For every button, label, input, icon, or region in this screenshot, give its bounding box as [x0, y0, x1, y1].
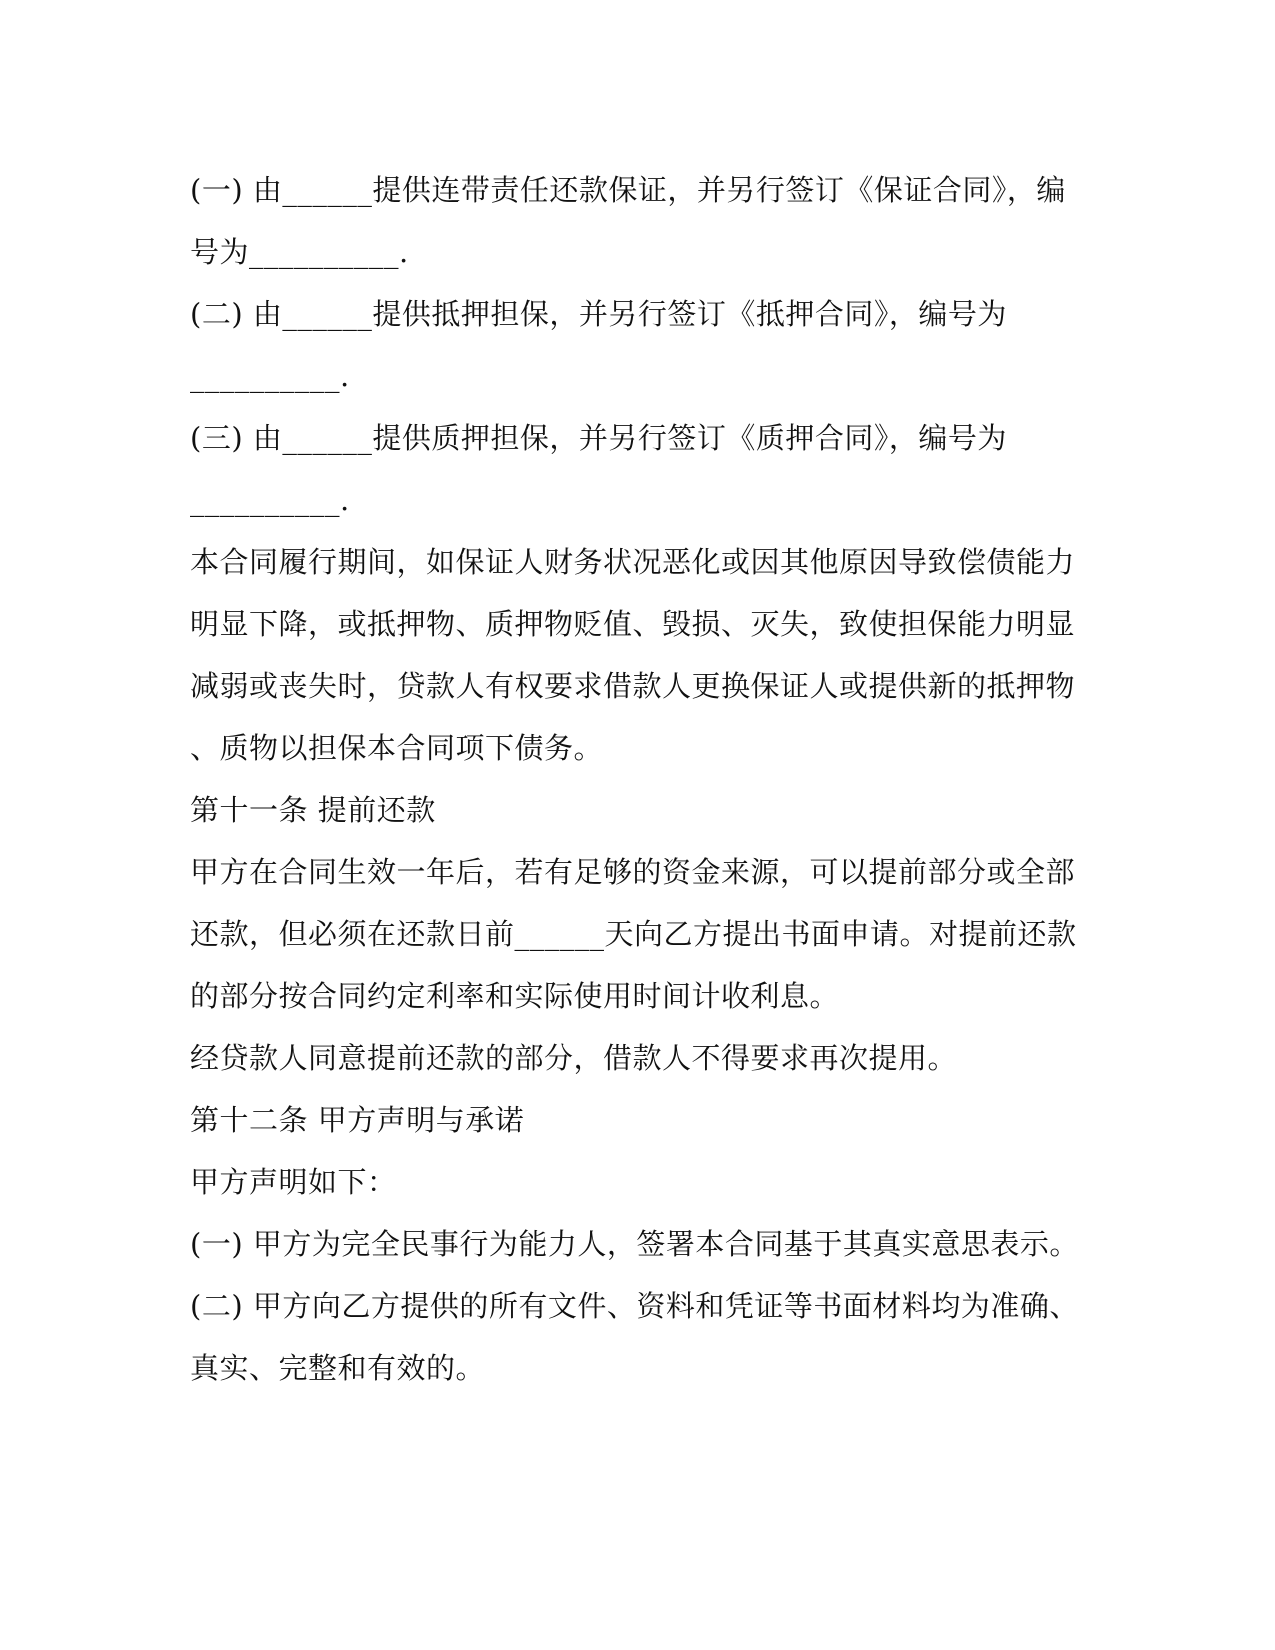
guarantee-paragraph-line-4: 、质物以担保本合同项下债务。	[190, 731, 604, 765]
guarantee-paragraph-line-3: 减弱或丧失时，贷款人有权要求借款人更换保证人或提供新的抵押物	[190, 669, 1076, 703]
prepayment-note: 经贷款人同意提前还款的部分，借款人不得要求再次提用。	[190, 1041, 958, 1075]
prepayment-paragraph-line-3: 的部分按合同约定利率和实际使用时间计收利息。	[190, 979, 840, 1013]
prepayment-paragraph-line-1: 甲方在合同生效一年后，若有足够的资金来源，可以提前部分或全部	[190, 855, 1076, 889]
guarantee-clause-1-line-1: (一) 由______提供连带责任还款保证，并另行签订《保证合同》，编	[190, 173, 1066, 207]
article-11-heading: 第十一条 提前还款	[190, 793, 436, 827]
guarantee-paragraph-line-1: 本合同履行期间，如保证人财务状况恶化或因其他原因导致偿债能力	[190, 545, 1076, 579]
declaration-item-1: (一) 甲方为完全民事行为能力人，签署本合同基于其真实意思表示。	[190, 1227, 1079, 1261]
guarantee-clause-3-line-2: __________.	[190, 483, 350, 517]
guarantee-clause-2-line-2: __________.	[190, 359, 350, 393]
declaration-item-2-line-1: (二) 甲方向乙方提供的所有文件、资料和凭证等书面材料均为准确、	[190, 1289, 1079, 1323]
prepayment-paragraph-line-2: 还款，但必须在还款日前______天向乙方提出书面申请。对提前还款	[190, 917, 1077, 951]
declaration-intro: 甲方声明如下：	[190, 1165, 397, 1199]
guarantee-clause-2-line-1: (二) 由______提供抵押担保，并另行签订《抵押合同》，编号为	[190, 297, 1007, 331]
declaration-item-2-line-2: 真实、完整和有效的。	[190, 1351, 486, 1385]
article-12-heading: 第十二条 甲方声明与承诺	[190, 1103, 525, 1137]
guarantee-clause-3-line-1: (三) 由______提供质押担保，并另行签订《质押合同》，编号为	[190, 421, 1007, 455]
guarantee-clause-1-line-2: 号为__________.	[190, 235, 409, 269]
guarantee-paragraph-line-2: 明显下降，或抵押物、质押物贬值、毁损、灭失，致使担保能力明显	[190, 607, 1076, 641]
